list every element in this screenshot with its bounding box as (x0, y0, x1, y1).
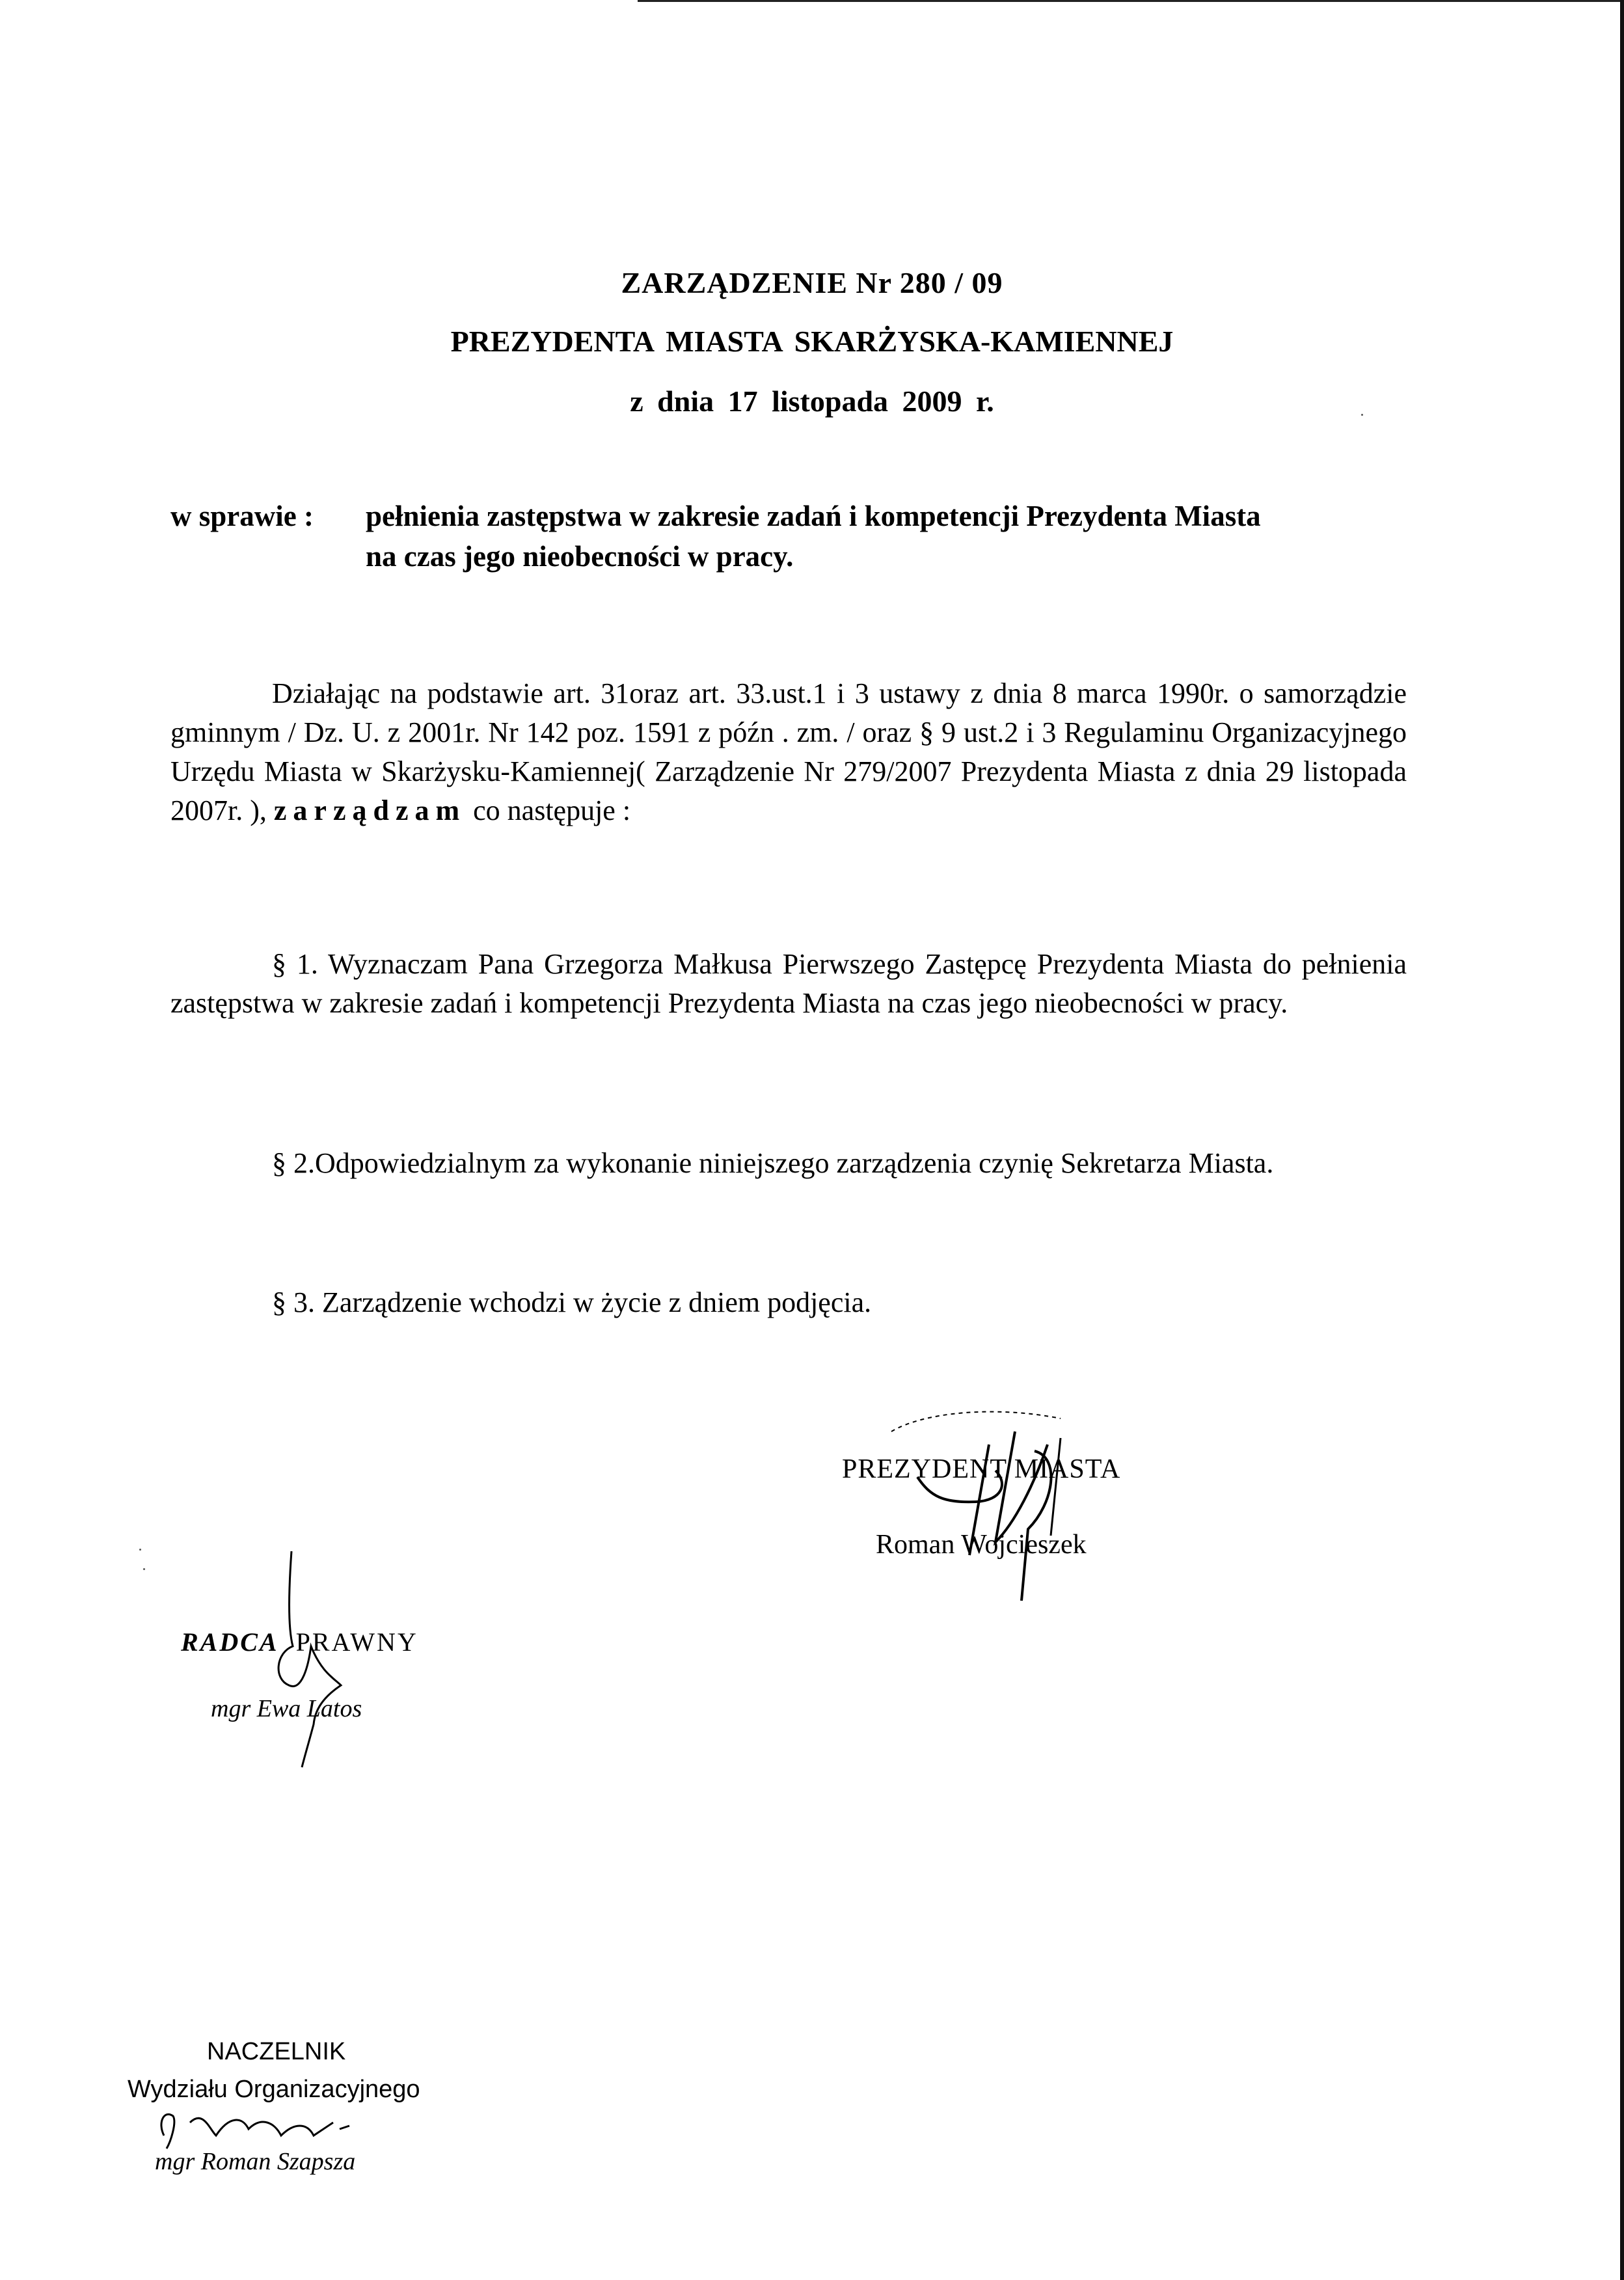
subject-line-1: pełnienia zastępstwa w zakresie zadań i kompetencji Prezydenta Miasta (366, 500, 1261, 532)
issue-date: z dnia 17 listopada 2009 r. (630, 385, 994, 418)
section-2: § 2.Odpowiedzialnym za wykonanie niniejszego zarządzenia czynię Sekretarza Miasta. (272, 1147, 1274, 1179)
president-signature-icon (865, 1405, 1113, 1614)
legal-basis-paragraph (170, 674, 1407, 830)
department-name: Wydziału Organizacyjnego (128, 2076, 420, 2103)
president-signature-title: PREZYDENT MIASTA (842, 1454, 1121, 1484)
department-head-name: mgr Roman Szapsza (155, 2148, 356, 2175)
legal-advisor-title-bold: RADCA (181, 1627, 279, 1657)
scan-speck (139, 1549, 141, 1551)
section-3: § 3. Zarządzenie wchodzi w życie z dniem podjęcia. (272, 1286, 872, 1318)
department-head-title: NACZELNIK (207, 2038, 346, 2065)
department-head-signature-icon (151, 2097, 359, 2155)
scan-speck (143, 1568, 145, 1570)
subject-line-2: na czas jego nieobecności w pracy. (366, 540, 794, 573)
legal-basis-text: Działając na podstawie art. 31oraz art. 33.ust.1 i 3 ustawy z dnia 8 marca 1990r. o samorządzie gminnym / Dz. U. z 2001r. Nr 142 poz. 1591 z późn . zm. / oraz § 9 ust.2 i 3 Regulaminu Organizacyjnego Urzędu Miasta w Skarżysku-Kamiennej( Zarządzenie Nr 279/2007 Prezydenta Miasta z dnia 29 listopada 2007r. ), (170, 677, 1407, 826)
section-1: § 1. Wyznaczam Pana Grzegorza Małkusa Pierwszego Zastępcę Prezydenta Miasta do pełnienia zastępstwa w zakresie zadań i kompetencji Prezydenta Miasta na czas jego nieobecności w pracy. (170, 948, 1407, 1019)
scan-speck (1361, 414, 1363, 416)
legal-advisor-title (181, 1627, 418, 1657)
president-name: Roman Wojcieszek (876, 1530, 1087, 1560)
issuer-title: PREZYDENTA MIASTA SKARŻYSKA-KAMIENNEJ (450, 325, 1174, 358)
subject-block (170, 496, 1261, 577)
legal-basis-tail: co następuje : (473, 794, 631, 826)
scan-edge-top (638, 0, 1624, 2)
keyword-zarzadzam: zarządzam (273, 794, 467, 826)
legal-advisor-signature-icon (263, 1549, 354, 1770)
legal-advisor-title-rest: PRAWNY (295, 1627, 418, 1657)
legal-advisor-name: mgr Ewa Latos (211, 1695, 362, 1722)
ordinance-number: ZARZĄDZENIE Nr 280 / 09 (621, 266, 1003, 299)
subject-label: w sprawie : (170, 500, 314, 532)
